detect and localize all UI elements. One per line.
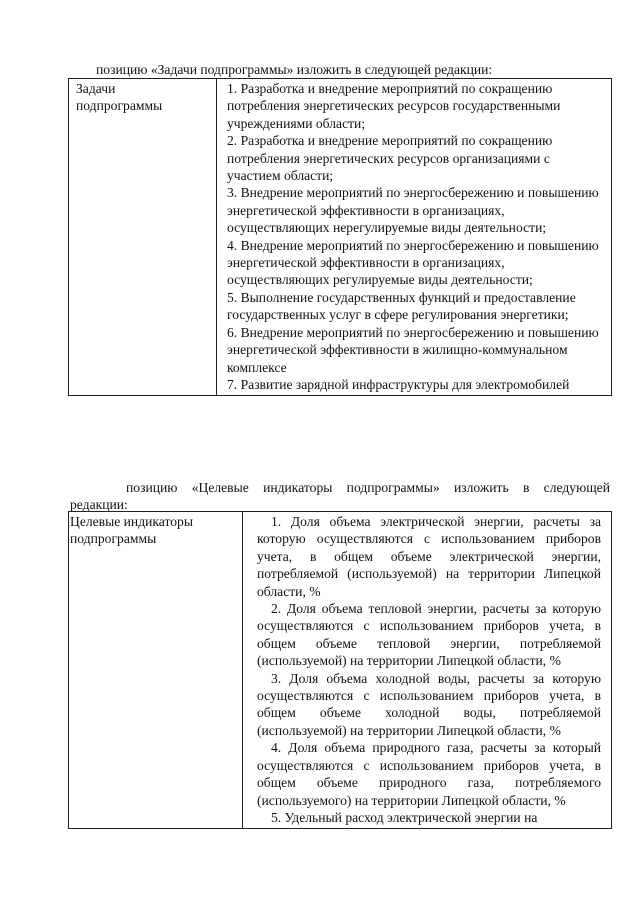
- indicator-item-4: 4. Доля объема природного газа, расчеты за который осуществляются с использованием приборов учета, в общем объеме природного газа, потребляемого (используемого) на территории Липецкой области, %: [257, 740, 601, 808]
- tasks-label-line-1: Задачи: [76, 81, 116, 96]
- indicators-label-line-2: подпрограммы: [70, 531, 157, 547]
- indicators-table: [68, 511, 612, 829]
- intro-paragraph-indicators: [70, 479, 610, 514]
- indicator-item-1: 1. Доля объема электрической энергии, расчеты за которую осуществляются с использованием приборов учета, в общем объеме электрической энергии, потребляемой (используемой) на территории Липецкой области, %: [257, 514, 601, 599]
- intro-indicators-line-1: позицию «Целевые индикаторы подпрограммы» изложить в следующей: [126, 480, 610, 495]
- indicator-item-5: 5. Удельный расход электрической энергии на: [271, 809, 538, 825]
- tasks-row: [69, 79, 612, 396]
- task-item-3: 3. Внедрение мероприятий по энергосбережению и повышению энергетической эффективности в организациях, осуществляющих нерегулируемые виды деятельности;: [227, 185, 599, 236]
- tasks-content-cell: [217, 79, 612, 396]
- tasks-label-cell: [69, 79, 217, 396]
- task-item-6: 6. Внедрение мероприятий по энергосбережению и повышению энергетической эффективности в жилищно-коммунальном комплексе: [227, 324, 599, 375]
- task-item-7: 7. Развитие зарядной инфраструктуры для электромобилей: [227, 376, 570, 392]
- indicator-item-3: 3. Доля объема холодной воды, расчеты за которую осуществляются с использованием приборов учета, в общем объеме холодной воды, потребляемой (используемой) на территории Липецкой области, %: [257, 670, 601, 738]
- tasks-table: [68, 78, 612, 396]
- tasks-label-line-2: подпрограммы: [76, 98, 163, 114]
- indicator-item-2: 2. Доля объема тепловой энергии, расчеты за которую осуществляются с использованием приборов учета, в общем объеме тепловой энергии, потребляемой (используемой) на территории Липецкой области, %: [257, 601, 601, 669]
- intro-indicators-line-2: редакции:: [70, 497, 128, 513]
- indicators-label-line-1: Целевые индикаторы: [70, 514, 193, 529]
- intro-paragraph-tasks: позицию «Задачи подпрограммы» изложить в следующей редакции:: [96, 62, 493, 77]
- indicators-row: [69, 512, 612, 829]
- task-item-2: 2. Разработка и внедрение мероприятий по сокращению потребления энергетических ресурсов организациями с участием области;: [227, 133, 553, 184]
- task-item-4: 4. Внедрение мероприятий по энергосбережению и повышению энергетической эффективности в организациях, осуществляющих регулируемые виды деятельности;: [227, 237, 599, 288]
- task-item-5: 5. Выполнение государственных функций и предоставление государственных услуг в сфере регулирования энергетики;: [227, 289, 576, 323]
- task-item-1: 1. Разработка и внедрение мероприятий по сокращению потребления энергетических ресурсов государственными учреждениями области;: [227, 81, 561, 131]
- indicators-label-cell: [69, 512, 243, 829]
- indicators-content-cell: [243, 512, 612, 829]
